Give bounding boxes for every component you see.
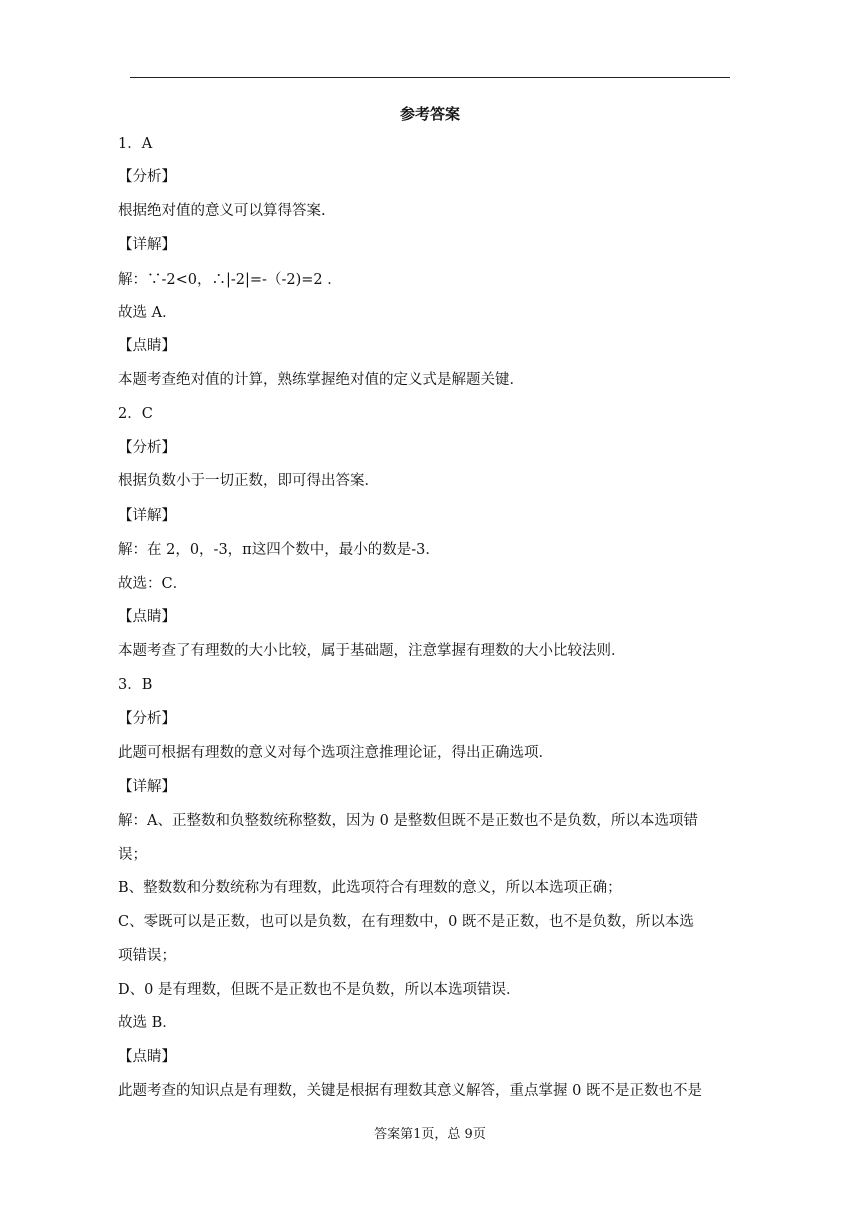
header-rule	[130, 77, 730, 78]
answer-line: 【详解】	[118, 779, 176, 795]
answer-line: 2．C	[118, 406, 153, 422]
answer-line: 3．B	[118, 677, 153, 693]
answer-line: 误；	[118, 847, 147, 863]
answer-line: 本题考查绝对值的计算，熟练掌握绝对值的定义式是解题关键．	[118, 372, 524, 388]
answer-line: 【分析】	[118, 440, 176, 456]
answer-line: 【点睛】	[118, 609, 176, 625]
answer-line: 故选 B．	[118, 1015, 177, 1031]
answer-line: 本题考查了有理数的大小比较，属于基础题，注意掌握有理数的大小比较法则．	[118, 643, 626, 659]
answer-line: 【详解】	[118, 508, 176, 524]
answer-line: 1．A	[118, 136, 153, 152]
page-title: 参考答案	[399, 105, 460, 123]
answer-line: 解：A、正整数和负整数统称整数，因为 0 是整数但既不是正数也不是负数，所以本选项错	[118, 813, 698, 829]
answer-line: 此题考查的知识点是有理数，关键是根据有理数其意义解答，重点掌握 0 既不是正数也不是	[118, 1083, 702, 1099]
answer-line: 【分析】	[118, 169, 176, 185]
page-footer: 答案第1页，总 9页	[374, 1127, 486, 1142]
answer-line: 【详解】	[118, 237, 176, 253]
answer-line: 根据负数小于一切正数，即可得出答案．	[118, 473, 379, 489]
answer-line: 故选 A．	[118, 305, 177, 321]
answer-line: 解：∵-2<0，∴|-2|=-（-2)=2 ．	[118, 272, 342, 288]
answer-line: C、零既可以是正数，也可以是负数，在有理数中，0 既不是正数，也不是负数，所以本选	[118, 914, 694, 930]
answer-line: 【点睛】	[118, 338, 176, 354]
answer-line: 故选：C．	[118, 576, 188, 592]
answer-line: D、0 是有理数，但既不是正数也不是负数，所以本选项错误．	[118, 982, 521, 998]
answer-line: 【点睛】	[118, 1049, 176, 1065]
answer-line: 解：在 2，0，-3，π这四个数中，最小的数是-3．	[118, 542, 440, 558]
answer-line: B、整数数和分数统称为有理数，此选项符合有理数的意义，所以本选项正确；	[118, 880, 622, 896]
answer-line: 此题可根据有理数的意义对每个选项注意推理论证，得出正确选项．	[118, 745, 553, 761]
answer-line: 项错误；	[118, 948, 176, 964]
answer-line: 【分析】	[118, 711, 176, 727]
answer-line: 根据绝对值的意义可以算得答案.	[118, 203, 326, 219]
